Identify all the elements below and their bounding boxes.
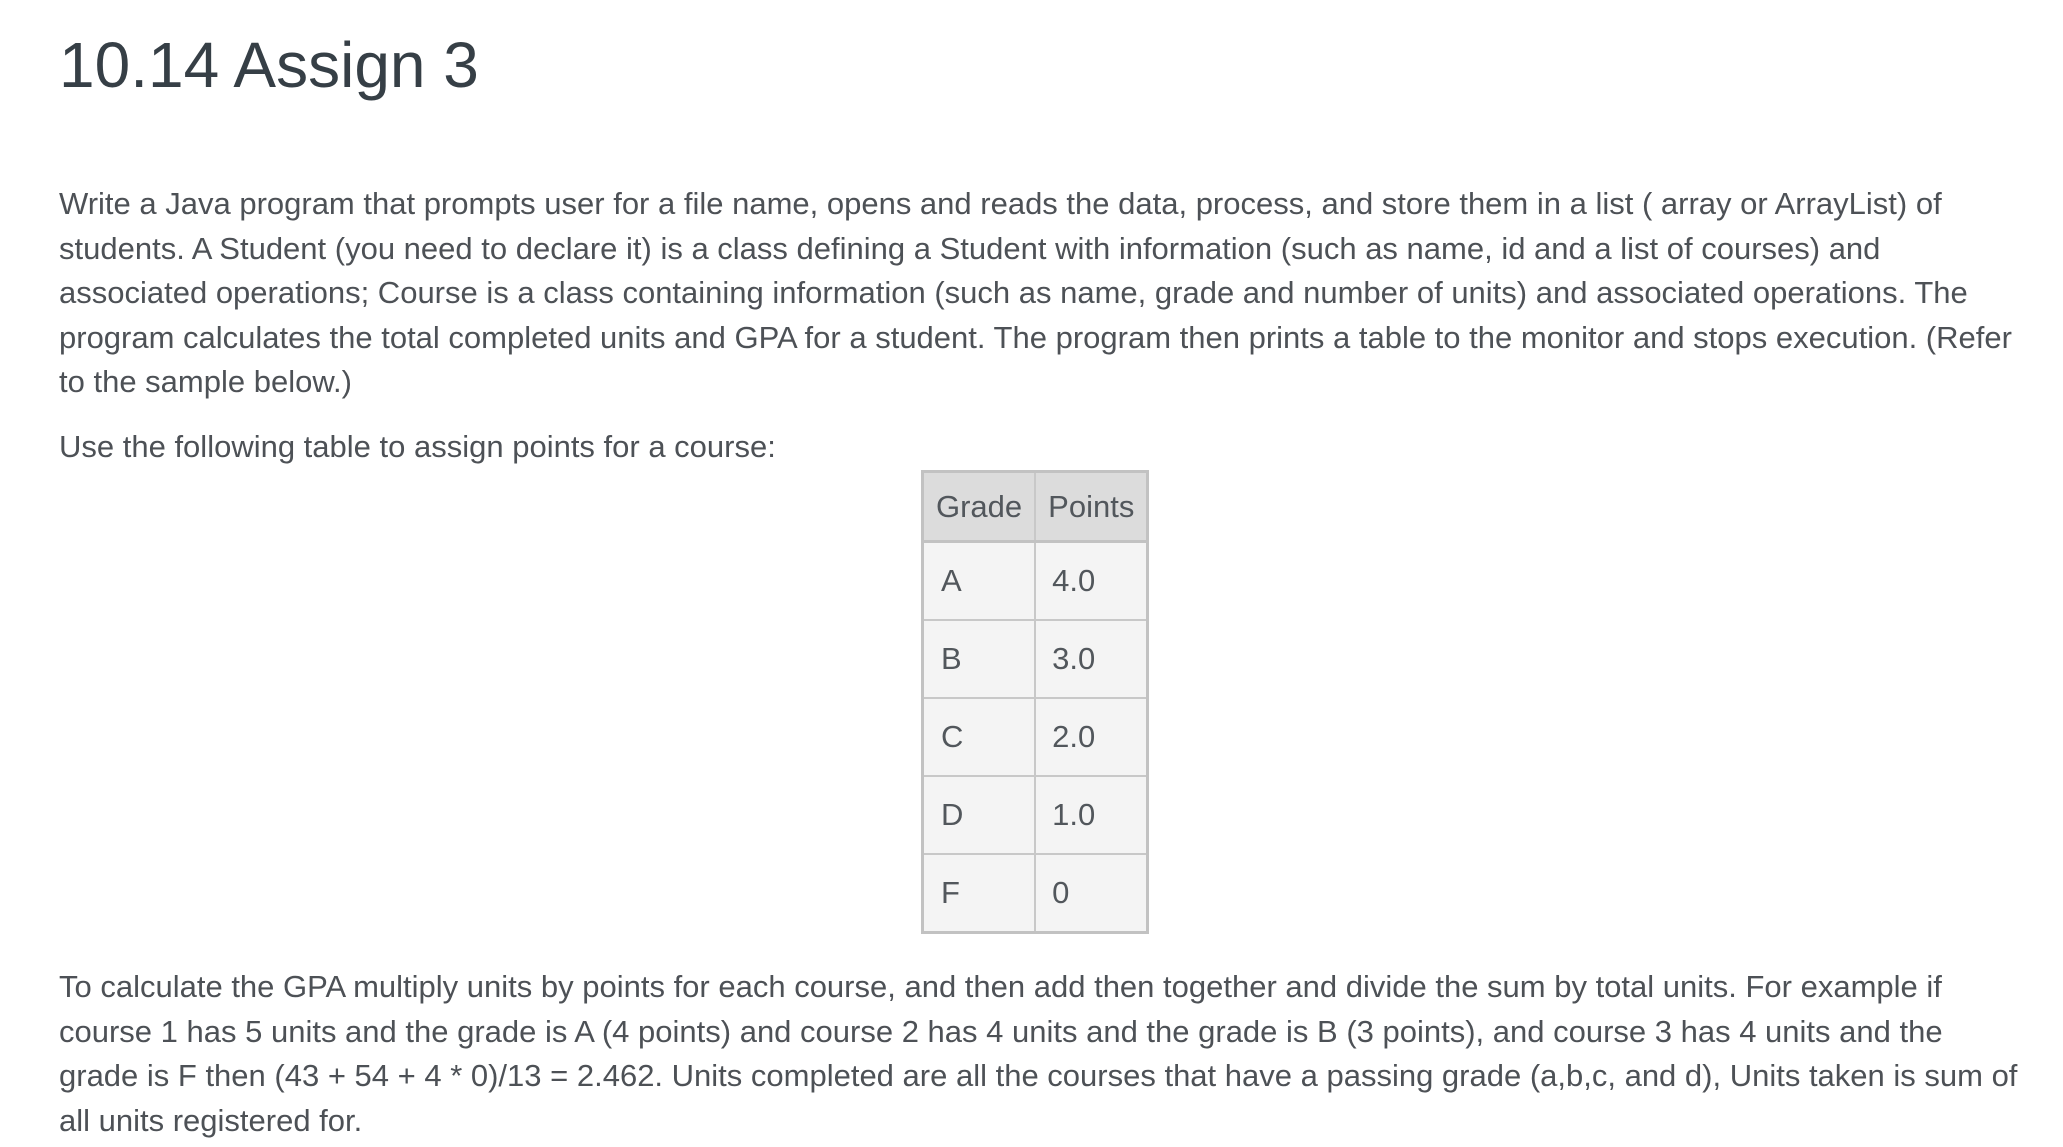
header-points: Points [1035, 472, 1148, 542]
grade-cell: F [923, 854, 1036, 933]
table-row [923, 776, 1148, 854]
table-row [923, 854, 1148, 933]
gpa-explanation-paragraph: To calculate the GPA multiply units by points for each course, and then add then together and divide the sum by total units. For example if course 1 has 5 units and the grade is A (4 points) and course 2 has 4 units and the grade is B (3 points), and course 3 has 4 units and the grade is F then (43 + 54 + 4 * 0)/13 = 2.462. Units completed are all the courses that have a passing grade (a,b,c, and d), Units taken is sum of all units registered for. [59, 969, 2018, 1138]
table-row [923, 620, 1148, 698]
intro-paragraph: Write a Java program that prompts user for a file name, opens and reads the data, process, and store them in a list ( array or ArrayList) of students. A Student (you need to declare it) is a class defining a Student with information (such as name, id and a list of courses) and associated operations; Course is a class containing information (such as name, grade and number of units) and associated operations. The program calculates the total completed units and GPA for a student. The program then prints a table to the monitor and stops execution. (Refer to the sample below.) [59, 186, 2012, 399]
grade-cell: D [923, 776, 1036, 854]
points-cell: 4.0 [1035, 542, 1148, 621]
assignment-page [59, 0, 2019, 1138]
page-title: 10.14 Assign 3 [59, 29, 479, 101]
table-row [923, 542, 1148, 621]
points-cell: 2.0 [1035, 698, 1148, 776]
points-cell: 1.0 [1035, 776, 1148, 854]
header-grade: Grade [923, 472, 1036, 542]
grade-cell: A [923, 542, 1036, 621]
table-row [923, 698, 1148, 776]
points-cell: 0 [1035, 854, 1148, 933]
grade-cell: C [923, 698, 1036, 776]
points-cell: 3.0 [1035, 620, 1148, 698]
grade-table-container [921, 470, 1149, 934]
grade-cell: B [923, 620, 1036, 698]
grade-points-table [921, 470, 1149, 934]
use-table-paragraph: Use the following table to assign points for a course: [59, 428, 776, 464]
table-header-row [923, 472, 1148, 542]
